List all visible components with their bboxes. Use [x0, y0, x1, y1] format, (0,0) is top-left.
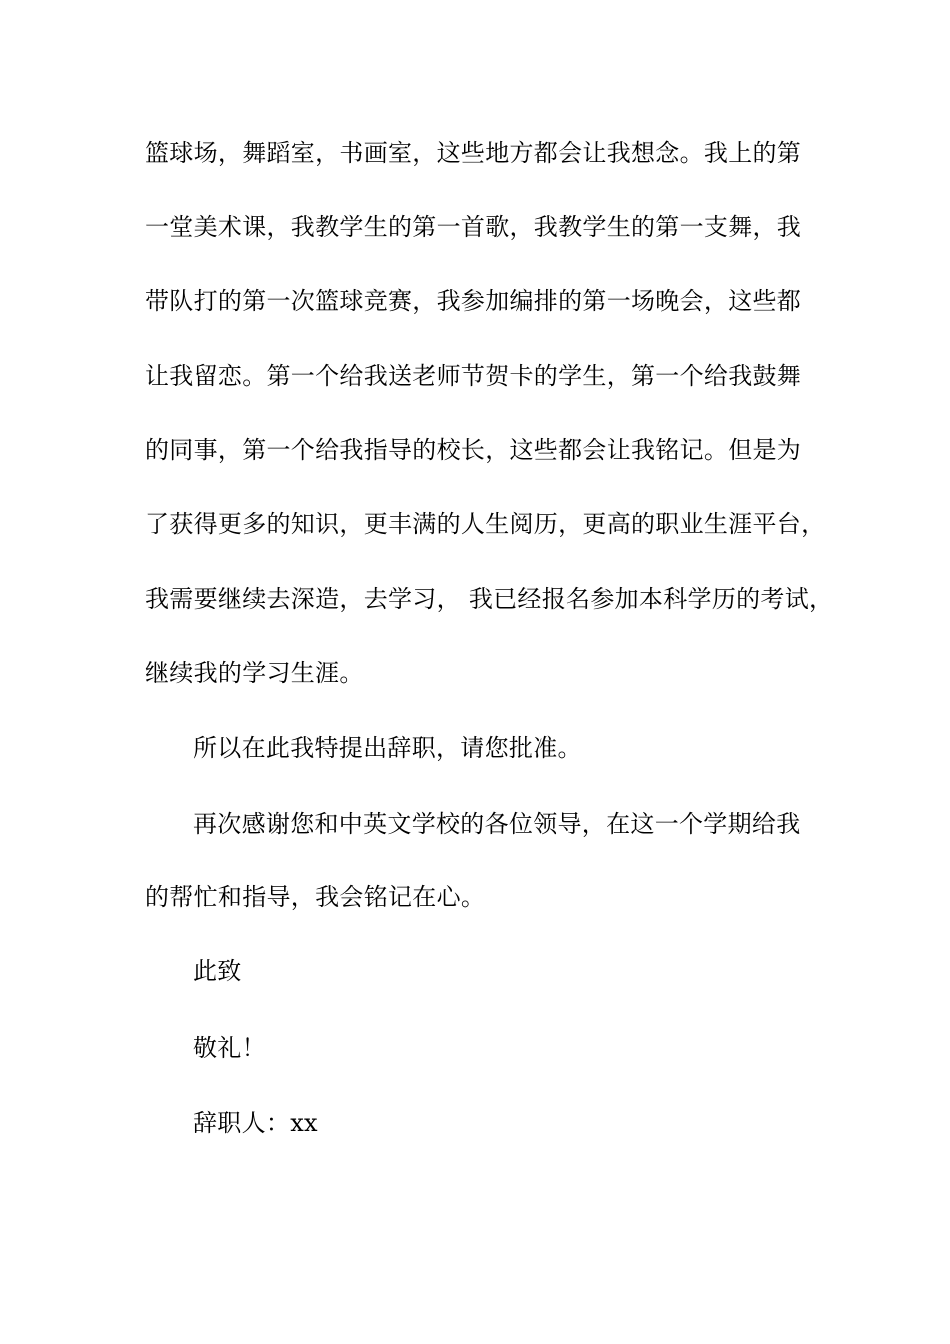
body-text-line: 继续我的学习生涯。: [145, 659, 364, 687]
body-text-line: 了获得更多的知识，更丰满的人生阅历，更高的职业生涯平台，: [145, 510, 826, 538]
closing-regards: 敬礼！: [193, 1034, 266, 1062]
body-text-line: 的同事，第一个给我指导的校长，这些都会让我铭记。但是为: [145, 436, 802, 464]
body-text-line: 让我留恋。第一个给我送老师节贺卡的学生，第一个给我鼓舞: [145, 362, 802, 390]
thanks-paragraph-line: 的帮忙和指导，我会铭记在心。: [145, 883, 486, 911]
body-text-line: 一堂美术课，我教学生的第一首歌，我教学生的第一支舞，我: [145, 213, 802, 241]
thanks-paragraph-line: 再次感谢您和中英文学校的各位领导，在这一个学期给我: [193, 810, 801, 838]
signature-line: 辞职人：xx: [193, 1109, 318, 1137]
body-text-line: 带队打的第一次篮球竞赛，我参加编排的第一场晚会，这些都: [145, 287, 802, 315]
body-text-line: 我需要继续去深造，去学习， 我已经报名参加本科学历的考试，: [145, 585, 834, 613]
resignation-request-paragraph: 所以在此我特提出辞职，请您批准。: [193, 734, 582, 762]
closing-salutation: 此致: [193, 957, 242, 985]
body-text-line: 篮球场，舞蹈室，书画室，这些地方都会让我想念。我上的第: [145, 139, 802, 167]
